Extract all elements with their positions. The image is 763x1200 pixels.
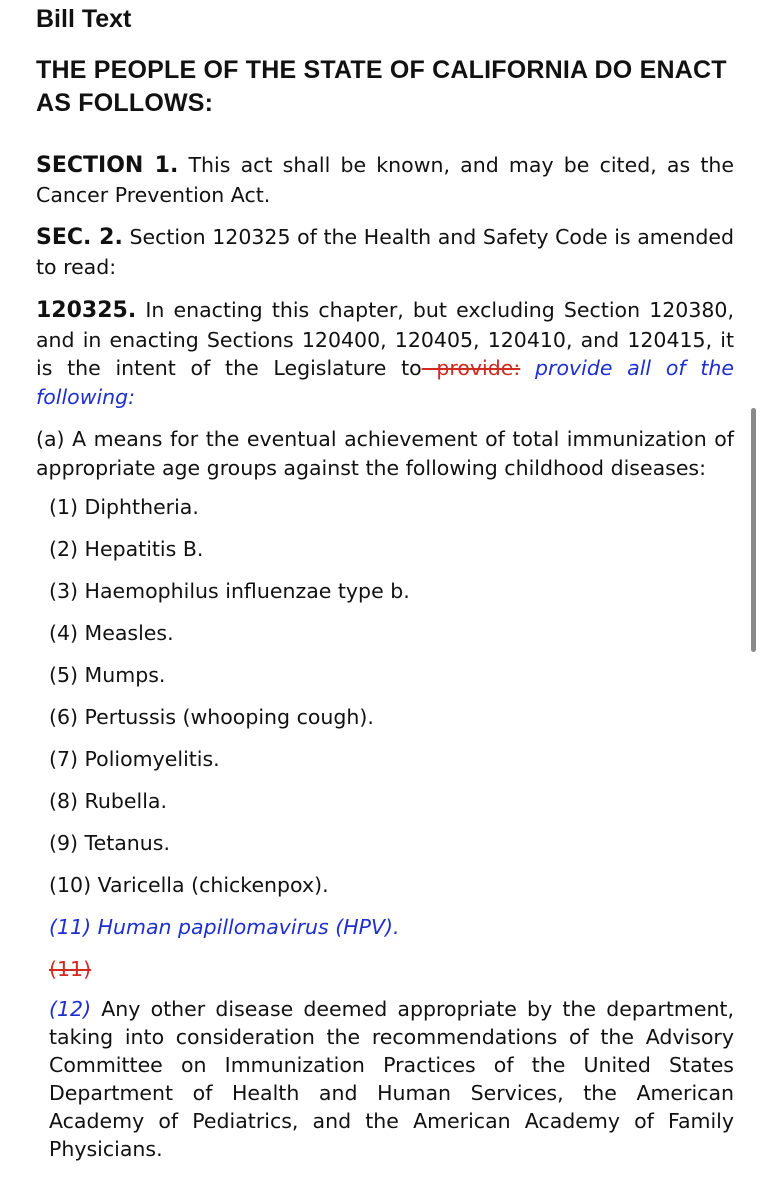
list-item: (3) Haemophilus influenzae type b. bbox=[49, 579, 410, 603]
list-item: (7) Poliomyelitis. bbox=[49, 747, 220, 771]
section-2-label: SEC. 2. bbox=[36, 225, 123, 250]
inserted-item-hpv: (11) Human papillomavirus (HPV). bbox=[49, 915, 400, 939]
section-120325-paragraph bbox=[36, 296, 734, 411]
item-12-text: Any other disease deemed appropriate by the department, taking into consideration the recommendations of the Advisory Committee on Immunization Practices of the United States Department of Health and Human Services, the American Academy of Pediatrics, and the American Academy of Family Physicians. bbox=[49, 997, 734, 1161]
vertical-scrollbar[interactable] bbox=[751, 408, 756, 652]
enacting-clause: THE PEOPLE OF THE STATE OF CALIFORNIA DO ENACT AS FOLLOWS: bbox=[36, 56, 727, 117]
subsection-a: (a) A means for the eventual achievement of total immunization of appropriate age groups against the following childhood diseases: bbox=[36, 427, 734, 480]
bill-document bbox=[36, 0, 734, 1163]
bill-text-heading: Bill Text bbox=[36, 5, 132, 33]
section-120325-text: In enacting this chapter, but excluding Section 120380, and in enacting Sections 120400, 120405, 120410, and 120415, it is the intent of the Legislature to bbox=[36, 298, 734, 380]
section-120325-label: 120325. bbox=[36, 298, 137, 323]
deleted-item-11: (11) bbox=[49, 957, 92, 981]
list-item: (4) Measles. bbox=[49, 621, 174, 645]
section-1-label: SECTION 1. bbox=[36, 153, 179, 178]
list-item: (8) Rubella. bbox=[49, 789, 167, 813]
inserted-text-provide-all: provide all of the following: bbox=[36, 356, 734, 409]
list-item: (6) Pertussis (whooping cough). bbox=[49, 705, 374, 729]
item-12-paragraph bbox=[49, 995, 734, 1163]
list-item: (5) Mumps. bbox=[49, 663, 166, 687]
list-item: (1) Diphtheria. bbox=[49, 495, 199, 519]
inserted-label-12: (12) bbox=[49, 997, 92, 1021]
section-2-paragraph bbox=[36, 223, 734, 281]
list-item: (10) Varicella (chickenpox). bbox=[49, 873, 329, 897]
deleted-text-provide: provide: bbox=[421, 356, 521, 380]
list-item: (9) Tetanus. bbox=[49, 831, 170, 855]
section-1-text: This act shall be known, and may be cited, as the Cancer Prevention Act. bbox=[36, 153, 734, 207]
list-item: (2) Hepatitis B. bbox=[49, 537, 204, 561]
section-2-text: Section 120325 of the Health and Safety Code is amended to read: bbox=[36, 225, 734, 279]
section-1-paragraph bbox=[36, 151, 734, 209]
disease-list bbox=[49, 493, 734, 983]
